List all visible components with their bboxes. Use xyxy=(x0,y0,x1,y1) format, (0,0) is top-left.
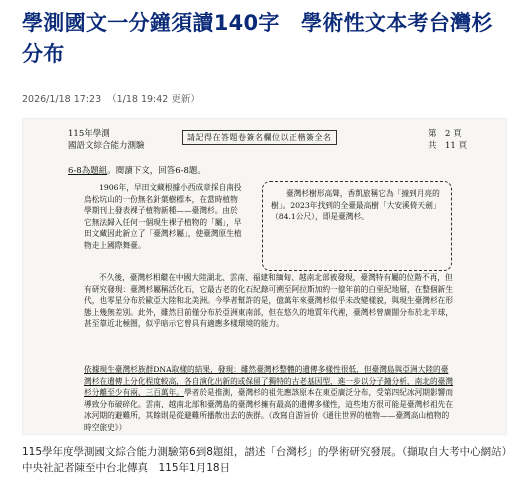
exam-header-right xyxy=(428,128,467,152)
passage-paragraph-3-rest: 學者於是推測，臺灣杉的祖先應該原本在東亞廣泛分布，受第四紀冰河期影響而導致分布破碎化。雲南、越南北部和臺灣島的臺灣杉擁有最高的遺傳多樣性，這些地方很可能是臺灣杉祖先在冰河期的避難所，其餘則是從避難所播散出去的族群。（改寫自游旨价《通往世界的植物——臺灣高山植物的時空旅史》） xyxy=(84,388,454,432)
exam-page-number: 第 2 頁 xyxy=(427,129,462,139)
exam-header-left xyxy=(68,128,145,152)
exam-year: 115年學測 xyxy=(68,129,110,139)
passage-sidebar-box: 臺灣杉樹形高聳，香凱旅稱它為「撞到月亮的樹」。2023年找到的全臺最高樹「大安溪倚天劍」（84.1公尺），即是臺灣杉。 xyxy=(262,181,452,271)
exam-scan-image xyxy=(22,118,507,435)
publish-time: 2026/1/18 17:23 xyxy=(22,94,102,105)
article-dateline xyxy=(22,91,200,105)
exam-signature-notice: 請記得在答題卷簽名欄位以正楷簽全名 xyxy=(182,130,337,145)
passage-paragraph-3 xyxy=(84,364,454,433)
image-caption: 115學年度學測國文綜合能力測驗第6到8題組，譜述「台灣杉」的學術研究發展。（擷取自大考中心網站）中央社記者陳至中台北傳真 115年1月18日 xyxy=(22,446,507,474)
exam-subject: 國語文綜合能力測驗 xyxy=(68,141,145,151)
passage-paragraph-1: 1906年，早田文藏根據小西成章採自南投烏松坑山的一份無名針葉樹標本，在當時植物學期刊上發表裸子植物新種——臺灣杉。由於它無法歸入任何一個現生裸子植物的「屬」，早田文藏因此新立了「臺灣杉屬」，使臺灣原生植物走上國際舞臺。 xyxy=(84,183,242,250)
exam-page-total: 共 11 頁 xyxy=(427,141,467,151)
question-group-intro xyxy=(68,164,206,176)
question-group-label: 6-8為題組 xyxy=(68,166,108,176)
article-headline: 學測國文一分鐘須讀140字 學術性文本考台灣杉分布 xyxy=(22,11,493,66)
passage-underlined-text: 依據現生臺灣杉族群DNA取樣的結果，發現：雖然臺灣杉整體的遺傳多樣性很低，但臺灣島與亞洲大陸的臺灣杉在遺傳上分化程度較高，各自演化出新的或保留了獨特的古老基因型，進一步以分子鐘分析，南北的臺灣杉分離至少有兩、三百萬年。 xyxy=(84,365,454,397)
passage-paragraph-2: 不久後，臺灣杉相繼在中國大陸湖北、雲南、福建和緬甸、越南北部被發現，臺灣特有屬的位階不再，但有研究發現：臺灣杉屬稱活化石，它最古老的化石紀錄可溯至阿拉斯加約一億年前的白堊紀地層，在整個新生代，也零星分布於歐亞大陸和北美洲。今學者幫許的是，億萬年來臺灣杉似乎未改變樣貌，與現生臺灣杉在形態上幾無差別。此外，雖然目前僅分布於亞洲東南部，但在悠久的地質年代裡，臺灣杉曾廣闊分布於北半球，甚至靠近北極圈，似乎暗示它曾具有適應多樣環境的能力。 xyxy=(84,273,454,328)
question-group-instruction: 。閱讀下文，回答6-8題。 xyxy=(107,166,206,176)
update-time: （1/18 19:42 更新） xyxy=(107,94,200,105)
